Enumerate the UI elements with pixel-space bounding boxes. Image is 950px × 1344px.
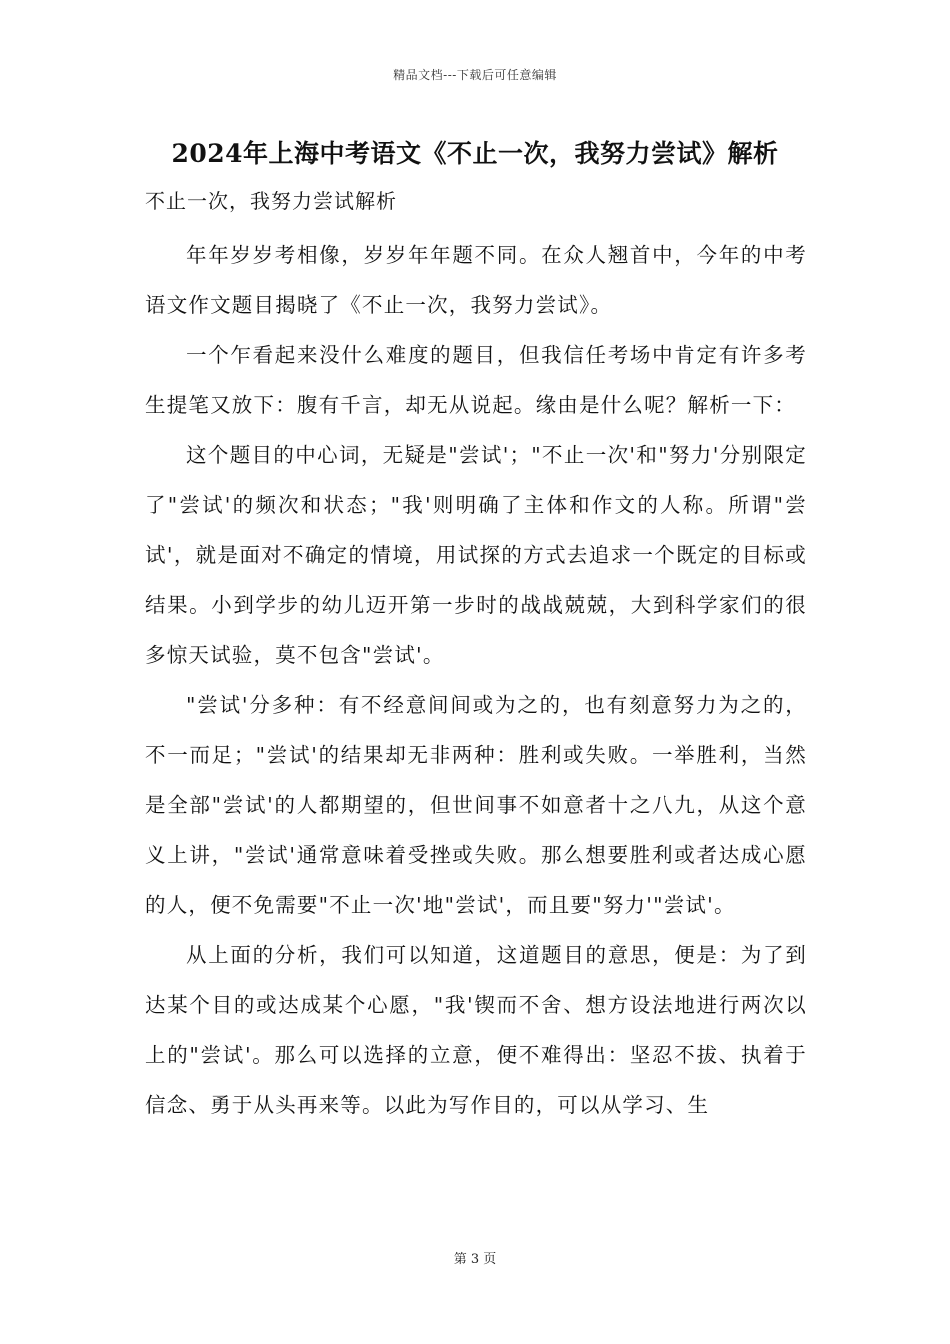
- paragraph: "尝试'分多种：有不经意间间或为之的，也有刻意努力为之的，不一而足；"尝试'的结果却无非两种：胜利或失败。一举胜利，当然是全部"尝试'的人都期望的，但世间事不如意者十之八九，从这个意义上讲，"尝试'通常意味着受挫或失败。那么想要胜利或者达成心愿的人，便不免需要"不止一次'地"尝试'，而且要"努力'"尝试'。: [145, 693, 807, 917]
- paragraph: 年年岁岁考相像，岁岁年年题不同。在众人翘首中，今年的中考语文作文题目揭晓了《不止一次，我努力尝试》。: [145, 243, 807, 317]
- document-title: 2024年上海中考语文《不止一次，我努力尝试》解析: [171, 139, 779, 168]
- document-subtitle: 不止一次，我努力尝试解析: [145, 189, 397, 213]
- paragraph: 一个乍看起来没什么难度的题目，但我信任考场中肯定有许多考生提笔又放下：腹有千言，却无从说起。缘由是什么呢？解析一下：: [145, 343, 807, 417]
- paragraph: 这个题目的中心词，无疑是"尝试'；"不止一次'和"努力'分别限定了"尝试'的频次和状态；"我'则明确了主体和作文的人称。所谓"尝试'，就是面对不确定的情境，用试探的方式去追求一个既定的目标或结果。小到学步的幼儿迈开第一步时的战战兢兢，大到科学家们的很多惊天试验，莫不包含"尝试'。: [145, 443, 807, 667]
- page-number: 第 3 页: [453, 1252, 497, 1267]
- page-header: 精品文档---下载后可任意编辑: [393, 68, 557, 82]
- document-body: [145, 230, 807, 1130]
- paragraph: 从上面的分析，我们可以知道，这道题目的意思，便是：为了到达某个目的或达成某个心愿，"我'锲而不舍、想方设法地进行两次以上的"尝试'。那么可以选择的立意，便不难得出：坚忍不拔、执着于信念、勇于从头再来等。以此为写作目的，可以从学习、生: [145, 943, 807, 1117]
